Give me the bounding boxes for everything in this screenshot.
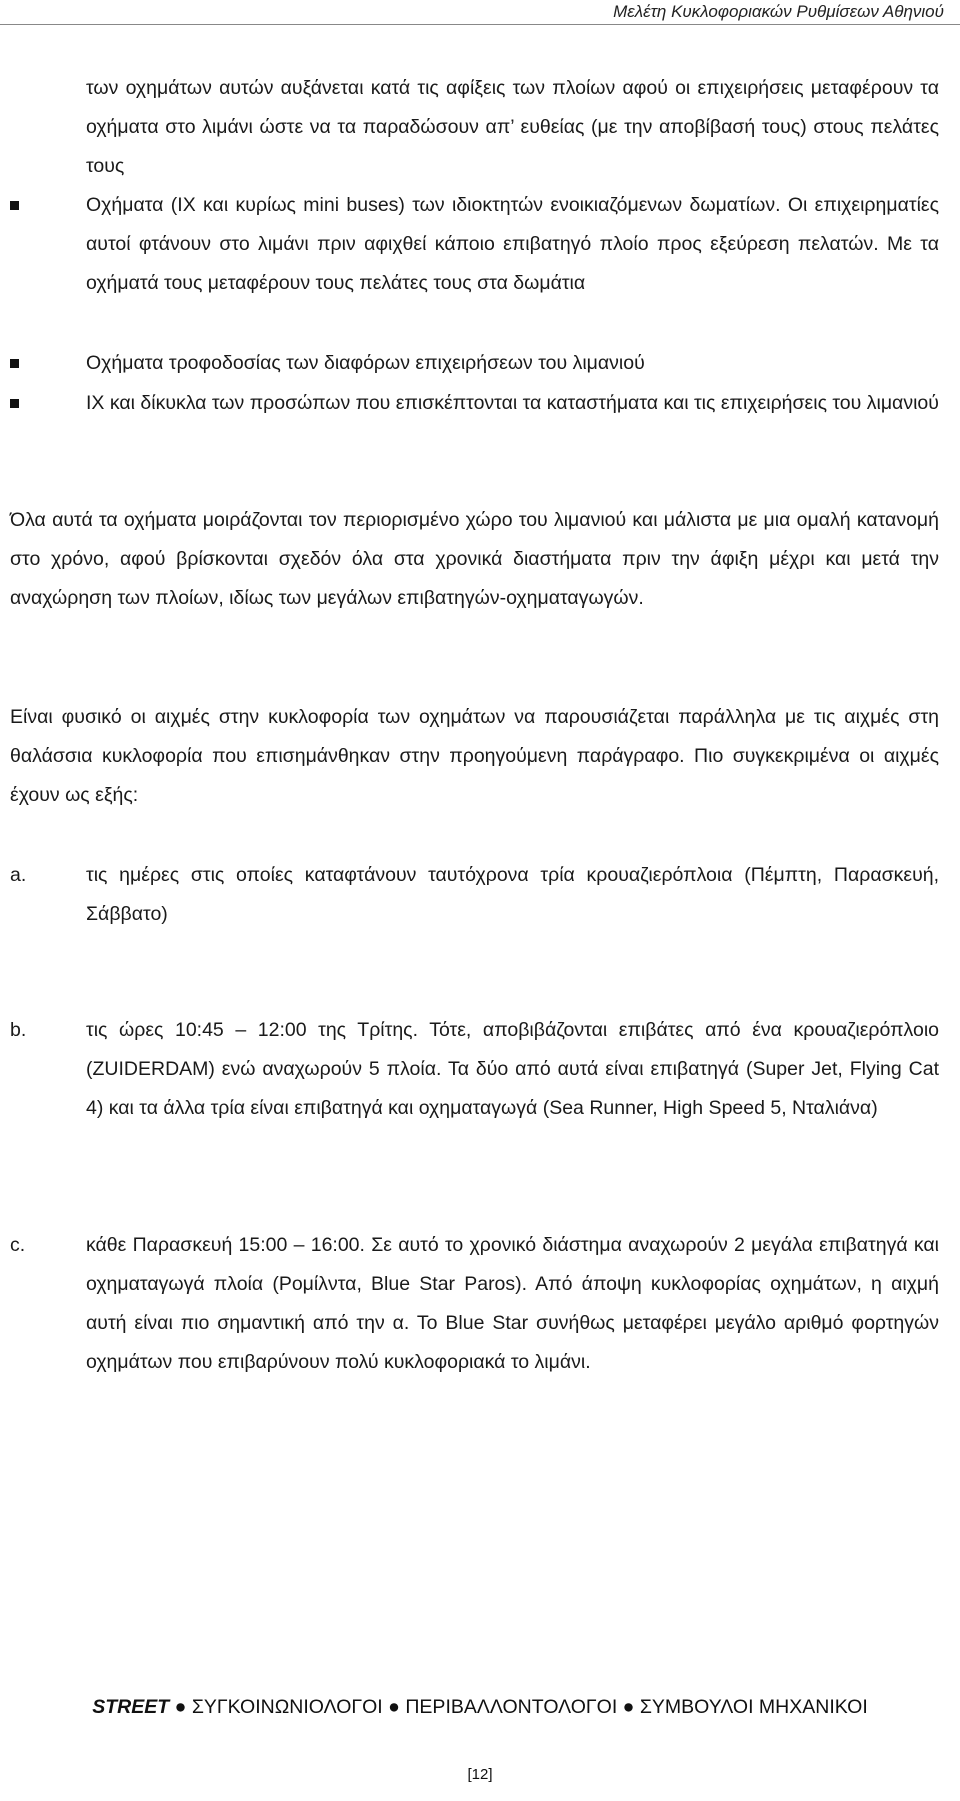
list-item (10, 1226, 939, 1382)
paragraph: Είναι φυσικό οι αιχμές στην κυκλοφορία των οχημάτων να παρουσιάζεται παράλληλα με τις αιχμές στη θαλάσσια κυκλοφορία που επισημάνθηκαν στην προηγούμενη παράγραφο. Πιο συγκεκριμένα οι αιχμές έχουν ως εξής: (10, 706, 939, 806)
square-bullet-icon (10, 399, 19, 408)
bullet-item (86, 344, 939, 383)
list-marker: a. (10, 864, 27, 886)
continuation-text: των οχημάτων αυτών αυξάνεται κατά τις αφίξεις των πλοίων αφού οι επιχειρήσεις μεταφέρουν τα οχήματα στο λιμάνι ώστε να τα παραδώσουν απ’ ευθείας (με την αποβίβασή τους) στους πελάτες τους (86, 77, 939, 177)
list-text: τις ημέρες στις οποίες καταφτάνουν ταυτόχρονα τρία κρουαζιερόπλοια (Πέμπτη, Παρασκευή, Σάββατο) (86, 864, 939, 925)
list-item (10, 856, 939, 934)
list-marker: b. (10, 1019, 27, 1041)
header-rule (0, 24, 960, 25)
footer-item: ΠΕΡΙΒΑΛΛΟΝΤΟΛΟΓΟΙ (405, 1696, 618, 1718)
paragraph: Όλα αυτά τα οχήματα μοιράζονται τον περιορισμένο χώρο του λιμανιού και μάλιστα με μια ομαλή κατανομή στο χρόνο, αφού βρίσκονται σχεδόν όλα στα χρονικά διαστήματα πριν την άφιξη μέχρι και μετά την αναχώρηση των πλοίων, ιδίως των μεγάλων επιβατηγών-οχηματαγωγών. (10, 509, 939, 609)
list-marker: c. (10, 1234, 26, 1256)
square-bullet-icon (10, 201, 19, 210)
footer-separator: ● (388, 1696, 400, 1718)
running-header: Μελέτη Κυκλοφοριακών Ρυθμίσεων Αθηνιού (613, 2, 944, 21)
square-bullet-icon (10, 359, 19, 368)
list-text: κάθε Παρασκευή 15:00 – 16:00. Σε αυτό το χρονικό διάστημα αναχωρούν 2 μεγάλα επιβατηγά και οχηματαγωγά πλοία (Ρομίλντα, Blue Star Paros). Από άποψη κυκλοφορίας οχημάτων, η αιχμή αυτή είναι πιο σημαντική από την α. Το Blue Star συνήθως μεταφέρει μεγάλο αριθμό φορτηγών οχημάτων που επιβαρύνουν πολύ κυκλοφοριακά το λιμάνι. (86, 1234, 939, 1373)
bullet-item (86, 186, 939, 303)
bullet-text: Οχήματα τροφοδοσίας των διαφόρων επιχειρήσεων του λιμανιού (86, 352, 645, 374)
page-number: [12] (467, 1766, 493, 1783)
footer (0, 1696, 960, 1719)
footer-item: ΣΥΜΒΟΥΛΟΙ ΜΗΧΑΝΙΚΟΙ (639, 1696, 868, 1718)
list-text: τις ώρες 10:45 – 12:00 της Τρίτης. Τότε, αποβιβάζονται επιβάτες από ένα κρουαζιερόπλοιο (ZUIDERDAM) ενώ αναχωρούν 5 πλοία. Τα δύο από αυτά είναι επιβατηγά (Super Jet, Flying Cat 4) και τα άλλα τρία είναι επιβατηγά και οχηματαγωγά (Sea Runner, High Speed 5, Νταλιάνα) (86, 1019, 939, 1119)
list-item (10, 1011, 939, 1128)
footer-separator: ● (174, 1696, 187, 1718)
footer-separator: ● (622, 1696, 635, 1718)
bullet-item (86, 384, 939, 423)
bullet-text: Οχήματα (ΙΧ και κυρίως mini buses) των ιδιοκτητών ενοικιαζόμενων δωματίων. Οι επιχειρηματίες αυτοί φτάνουν στο λιμάνι πριν αφιχθεί κάποιο επιβατηγό πλοίο προς εξεύρεση πελατών. Με τα οχήματά τους μεταφέρουν τους πελάτες τους στα δωμάτια (86, 194, 939, 294)
footer-brand: STREET (92, 1696, 170, 1718)
bullet-text: ΙΧ και δίκυκλα των προσώπων που επισκέπτονται τα καταστήματα και τις επιχειρήσεις του λιμανιού (86, 392, 939, 414)
footer-item: ΣΥΓΚΟΙΝΩΝΙΟΛΟΓΟΙ (191, 1696, 383, 1718)
